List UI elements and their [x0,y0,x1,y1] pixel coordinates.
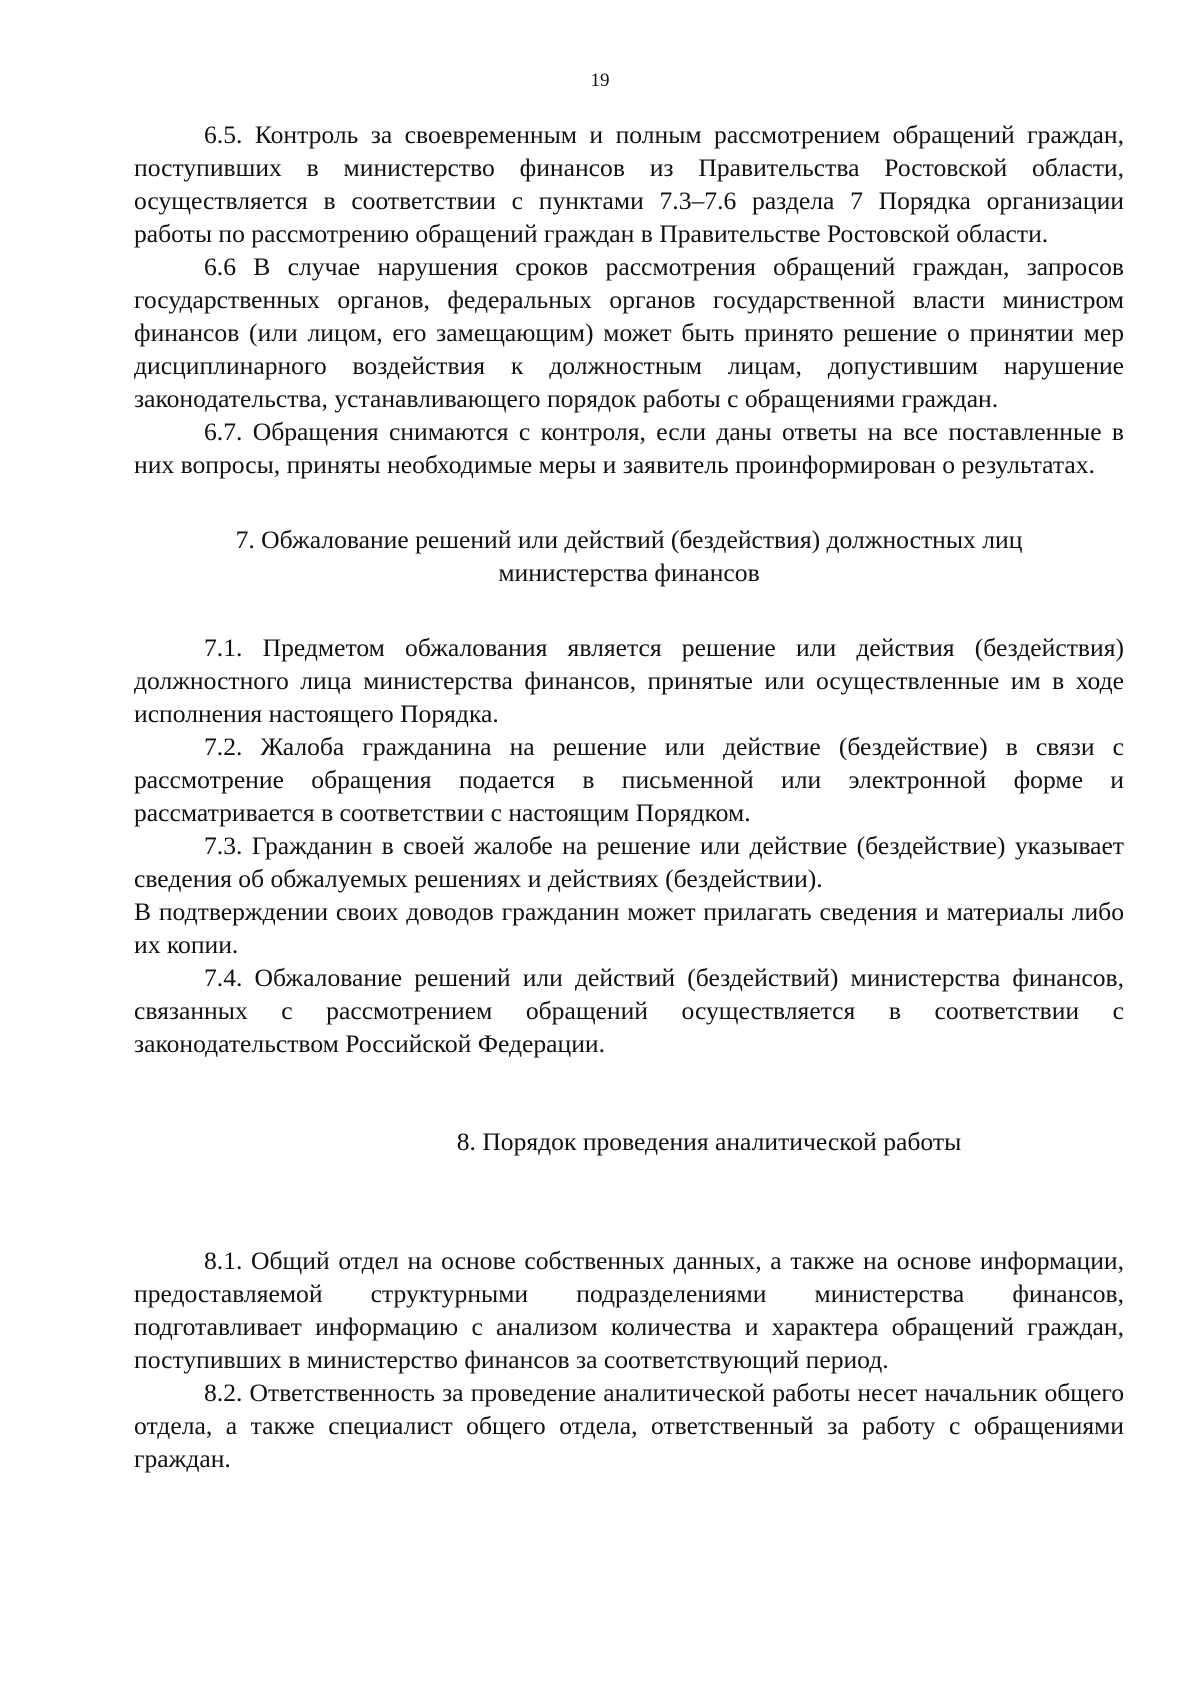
paragraph-6-5: 6.5. Контроль за своевременным и полным рассмотрением обращений граждан, поступивших в министерство финансов из Правительства Ростовской области, осуществляется в соответствии с пунктами 7.3–7.6 раздела 7 Порядка организации работы по рассмотрению обращений граждан в Правительстве Ростовской области. [134,120,1124,248]
section-8-heading: 8. Порядок проведения аналитической работы [456,1127,962,1156]
paragraph-7-2: 7.2. Жалоба гражданина на решение или действие (бездействие) в связи с рассмотрение обращения подается в письменной или электронной форме и рассматривается в соответствии с настоящим Порядком. [134,732,1124,827]
paragraph-6-6: 6.6 В случае нарушения сроков рассмотрения обращений граждан, запросов государственных органов, федеральных органов государственной власти министром финансов (или лицом, его замещающим) может быть принято решение о принятии мер дисциплинарного воздействия к должностным лицам, допустившим нарушение законодательства, устанавливающего порядок работы с обращениями граждан. [134,252,1124,413]
document-body [134,118,1124,1475]
paragraph-8-1: 8.1. Общий отдел на основе собственных данных, а также на основе информации, предоставляемой структурными подразделениями министерства финансов, подготавливает информацию с анализом количества и характера обращений граждан, поступивших в министерство финансов за соответствующий период. [134,1246,1124,1374]
paragraph-7-3-continued: В подтверждении своих доводов гражданин может прилагать сведения и материалы либо их копии. [134,897,1124,959]
section-7-heading-line2: министерства финансов [498,558,760,587]
paragraph-7-3: 7.3. Гражданин в своей жалобе на решение или действие (бездействие) указывает сведения об обжалуемых решениях и действиях (бездействии). [134,831,1124,893]
section-7-heading-line1: 7. Обжалование решений или действий (бездействия) должностных лиц [235,525,1023,554]
paragraph-7-1: 7.1. Предметом обжалования является решение или действия (бездействия) должностного лица министерства финансов, принятые или осуществленные им в ходе исполнения настоящего Порядка. [134,633,1124,728]
paragraph-6-7: 6.7. Обращения снимаются с контроля, если даны ответы на все поставленные в них вопросы, приняты необходимые меры и заявитель проинформирован о результатах. [134,417,1124,479]
paragraph-8-2: 8.2. Ответственность за проведение аналитической работы несет начальник общего отдела, а также специалист общего отдела, ответственный за работу с обращениями граждан. [134,1378,1124,1473]
section-7-heading [134,523,1124,589]
paragraph-7-4: 7.4. Обжалование решений или действий (бездействий) министерства финансов, связанных с рассмотрением обращений осуществляется в соответствии с законодательством Российской Федерации. [134,963,1124,1058]
page-number: 19 [590,70,610,91]
